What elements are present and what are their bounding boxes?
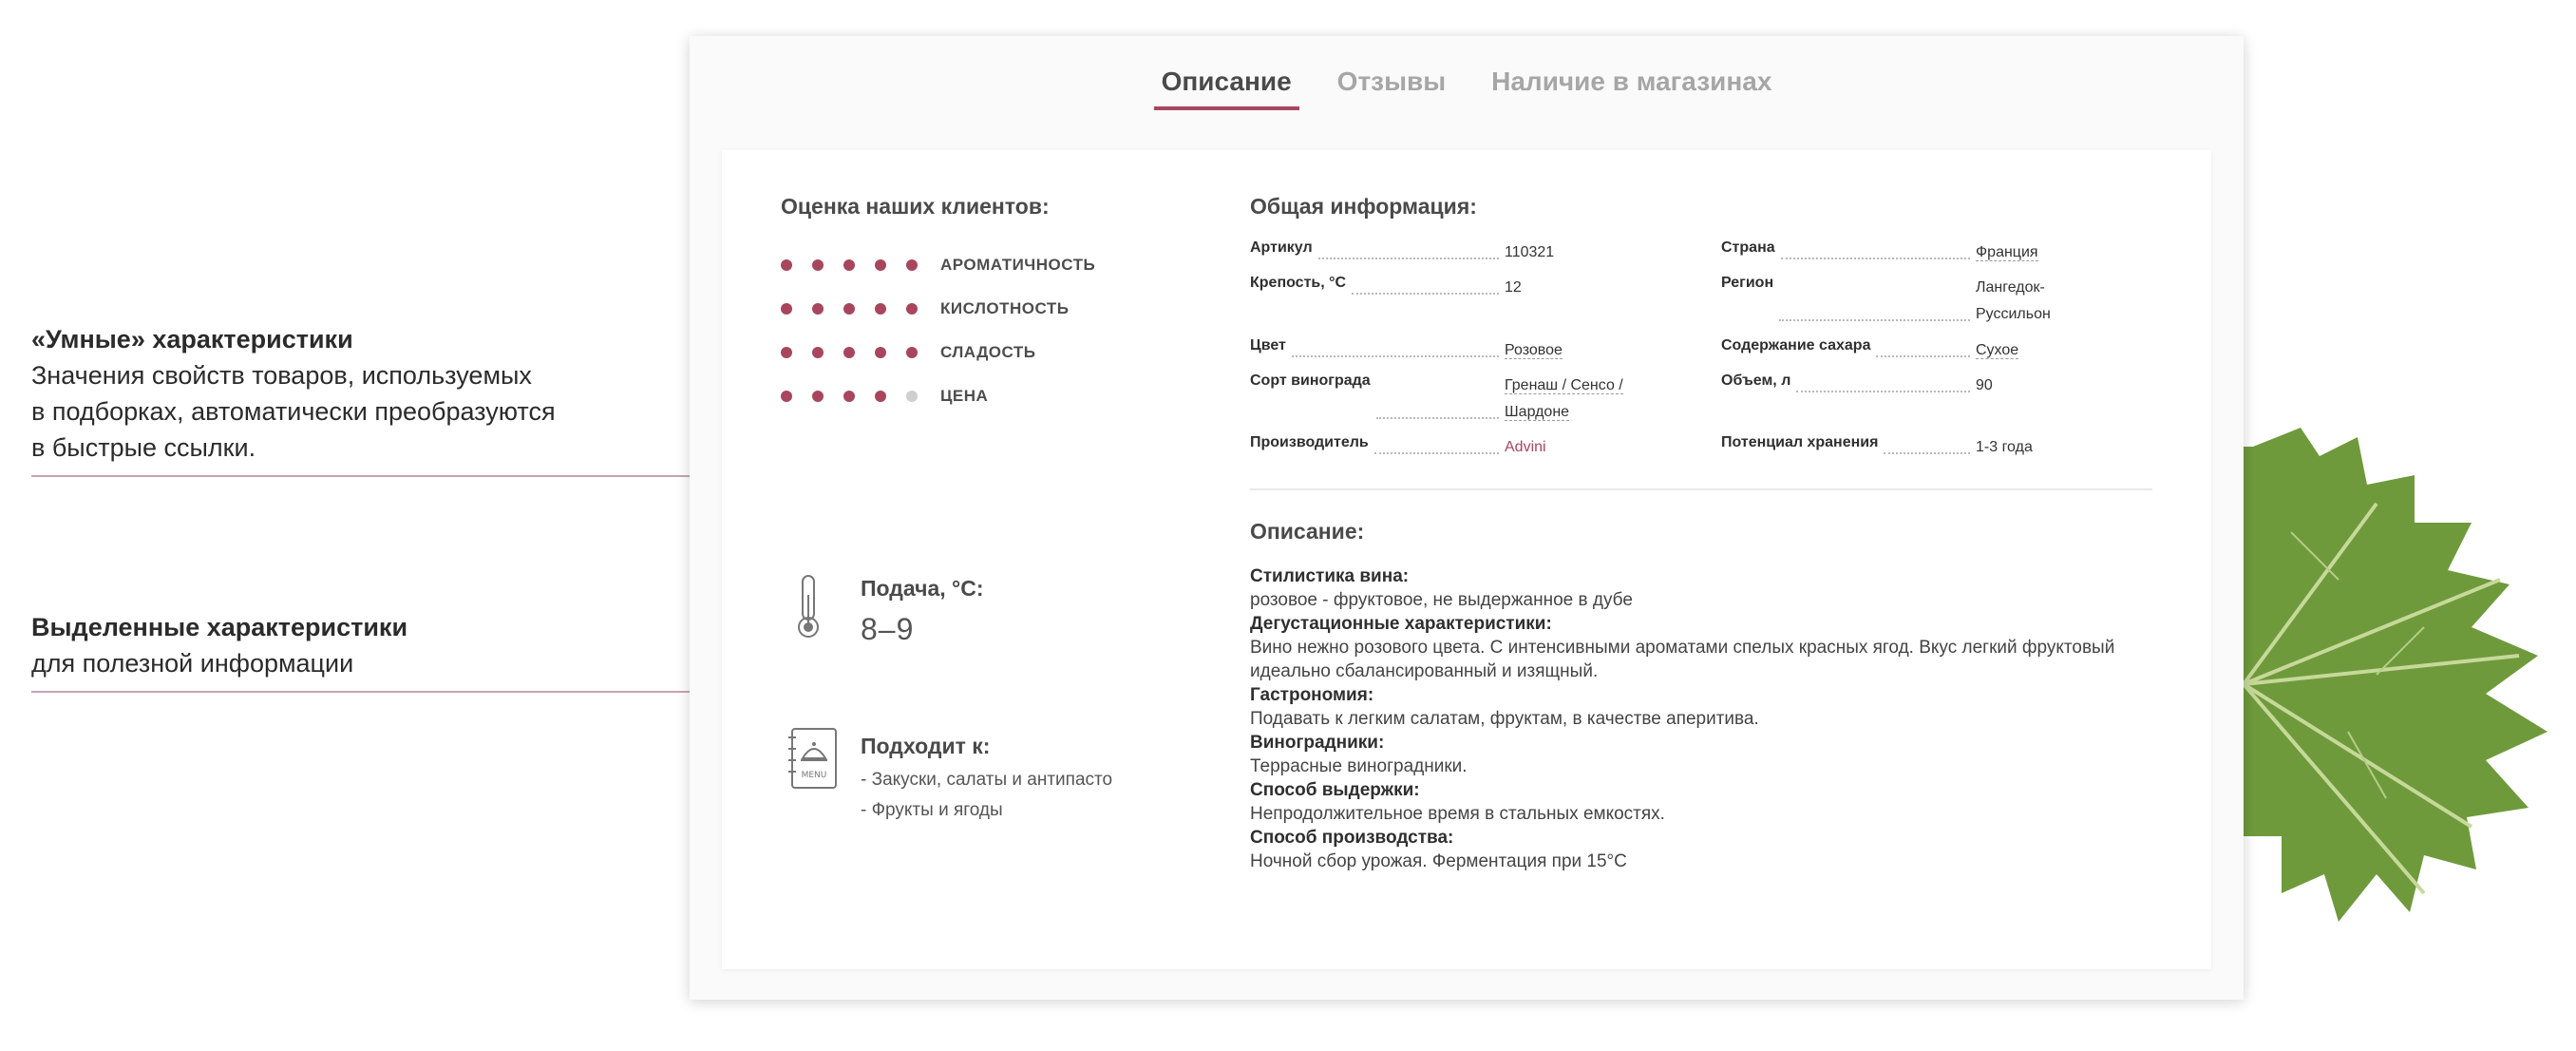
info-row-volume bbox=[1721, 373, 2149, 399]
rating-row bbox=[781, 374, 1095, 418]
rating-row bbox=[781, 287, 1095, 331]
thermometer-icon bbox=[792, 574, 824, 645]
description-heading: Виноградники: bbox=[1250, 733, 1385, 753]
rating-dot-filled bbox=[812, 391, 824, 402]
description-text: Ночной сбор урожая. Ферментация при 15°С bbox=[1250, 851, 1627, 871]
info-row-aging bbox=[1721, 434, 2149, 461]
info-row-article bbox=[1250, 239, 1674, 266]
pairing-item: - Закуски, салаты и антипасто bbox=[861, 770, 1113, 790]
rating-dot-filled bbox=[875, 391, 886, 402]
info-row-strength bbox=[1250, 275, 1674, 301]
info-label: Регион bbox=[1721, 275, 1774, 291]
rating-label: СЛАДОСТЬ bbox=[940, 343, 1036, 361]
pairing-title: Подходит к: bbox=[861, 734, 991, 758]
rating-dot-filled bbox=[843, 347, 855, 358]
smart-characteristics-annotation bbox=[31, 321, 556, 466]
rating-label: КИСЛОТНОСТЬ bbox=[940, 299, 1070, 317]
info-value: Лангедок-Руссильон bbox=[1976, 279, 2051, 322]
description-text: Террасные виноградники. bbox=[1250, 756, 1468, 776]
rating-dot-filled bbox=[812, 259, 824, 271]
annotation-text: Значения свойств товаров, используемых bbox=[31, 361, 532, 390]
producer-link[interactable]: Advini bbox=[1505, 439, 1546, 455]
info-label: Страна bbox=[1721, 239, 1775, 256]
info-label: Сорт винограда bbox=[1250, 373, 1371, 389]
rating-dot-filled bbox=[843, 259, 855, 271]
description-text: розовое - фруктовое, не выдержанное в дубе bbox=[1250, 590, 1633, 610]
description-heading: Дегустационные характеристики: bbox=[1250, 614, 1552, 634]
rating-dot-empty bbox=[906, 391, 918, 402]
rating-dot-filled bbox=[781, 391, 792, 402]
info-label: Содержание сахара bbox=[1721, 337, 1871, 354]
info-value: 110321 bbox=[1505, 244, 1555, 260]
description-text: Вино нежно розового цвета. С интенсивными ароматами спелых красных ягод. Вкус легкий фруктовый идеально сбалансированный и изящный. bbox=[1250, 638, 2115, 681]
grape-leaf-image bbox=[2234, 418, 2557, 936]
rating-dot-filled bbox=[781, 259, 792, 271]
product-info-card bbox=[690, 36, 2244, 1000]
rating-dot-filled bbox=[781, 347, 792, 358]
tab-description[interactable]: Описание bbox=[1154, 67, 1299, 110]
info-label: Потенциал хранения bbox=[1721, 434, 1879, 450]
highlighted-characteristics-annotation bbox=[31, 609, 407, 681]
info-row-producer bbox=[1250, 434, 1674, 461]
info-label: Артикул bbox=[1250, 239, 1313, 256]
country-link[interactable]: Франция bbox=[1976, 244, 2038, 260]
tab-store-availability[interactable]: Наличие в магазинах bbox=[1491, 67, 1772, 96]
rating-dot-filled bbox=[812, 303, 824, 315]
rating-row bbox=[781, 243, 1095, 287]
rating-dots bbox=[781, 391, 940, 402]
rating-dot-filled bbox=[875, 347, 886, 358]
rating-dot-filled bbox=[843, 303, 855, 315]
annotation-title: «Умные» характеристики bbox=[31, 325, 353, 354]
info-row-region bbox=[1721, 275, 2149, 328]
info-label: Объем, л bbox=[1721, 373, 1791, 389]
rating-dot-filled bbox=[906, 303, 918, 315]
rating-dot-filled bbox=[812, 347, 824, 358]
rating-label: ЦЕНА bbox=[940, 387, 989, 405]
rating-dots bbox=[781, 303, 940, 315]
info-label: Цвет bbox=[1250, 337, 1286, 354]
annotation-text: для полезной информации bbox=[31, 649, 354, 678]
rating-dot-filled bbox=[781, 303, 792, 315]
grape-variety-link[interactable]: Гренаш / Сенсо / Шардоне bbox=[1505, 377, 1623, 420]
info-label: Производитель bbox=[1250, 434, 1369, 450]
description-heading: Стилистика вина: bbox=[1250, 566, 1410, 586]
tab-reviews[interactable]: Отзывы bbox=[1336, 67, 1447, 96]
divider bbox=[1250, 488, 2152, 490]
info-value: 1-3 года bbox=[1976, 439, 2033, 455]
rating-dot-filled bbox=[843, 391, 855, 402]
rating-dot-filled bbox=[906, 347, 918, 358]
description-text: Подавать к легким салатам, фруктам, в качестве аперитива. bbox=[1250, 709, 1759, 729]
annotation-text: в быстрые ссылки. bbox=[31, 433, 256, 462]
rating-dots bbox=[781, 259, 940, 271]
rating-row bbox=[781, 331, 1095, 374]
description-heading: Способ производства: bbox=[1250, 828, 1454, 848]
rating-dots bbox=[781, 347, 940, 358]
rating-dot-filled bbox=[875, 303, 886, 315]
info-row-country bbox=[1721, 239, 2149, 266]
description-heading: Способ выдержки: bbox=[1250, 780, 1420, 800]
info-row-sugar bbox=[1721, 337, 2149, 364]
sugar-content-link[interactable]: Сухое bbox=[1976, 342, 2019, 358]
rating-label: АРОМАТИЧНОСТЬ bbox=[940, 256, 1096, 274]
info-row-grape bbox=[1250, 373, 1674, 426]
customer-ratings bbox=[781, 243, 1095, 418]
rating-dot-filled bbox=[906, 259, 918, 271]
info-value: 90 bbox=[1976, 377, 1993, 393]
menu-icon bbox=[786, 726, 840, 797]
menu-icon-label: MENU bbox=[801, 771, 827, 780]
description-title: Описание: bbox=[1250, 519, 1365, 544]
annotation-title: Выделенные характеристики bbox=[31, 613, 408, 641]
tabs bbox=[690, 67, 2244, 110]
description-heading: Гастрономия: bbox=[1250, 685, 1374, 705]
info-label: Крепость, °С bbox=[1250, 275, 1347, 291]
pairing-item: - Фрукты и ягоды bbox=[861, 800, 1003, 820]
description-text: Непродолжительное время в стальных емкостях. bbox=[1250, 804, 1665, 824]
serving-title: Подача, °С: bbox=[861, 576, 984, 601]
general-info-title: Общая информация: bbox=[1250, 194, 1477, 219]
annotation-text: в подборках, автоматически преобразуются bbox=[31, 397, 556, 426]
info-row-color bbox=[1250, 337, 1674, 364]
ratings-title: Оценка наших клиентов: bbox=[781, 194, 1050, 219]
color-link[interactable]: Розовое bbox=[1505, 342, 1563, 358]
serving-temperature-value: 8–9 bbox=[861, 612, 915, 646]
tab-content bbox=[722, 150, 2211, 969]
info-value: 12 bbox=[1505, 279, 1522, 296]
description-body bbox=[1250, 564, 2162, 873]
rating-dot-filled bbox=[875, 259, 886, 271]
